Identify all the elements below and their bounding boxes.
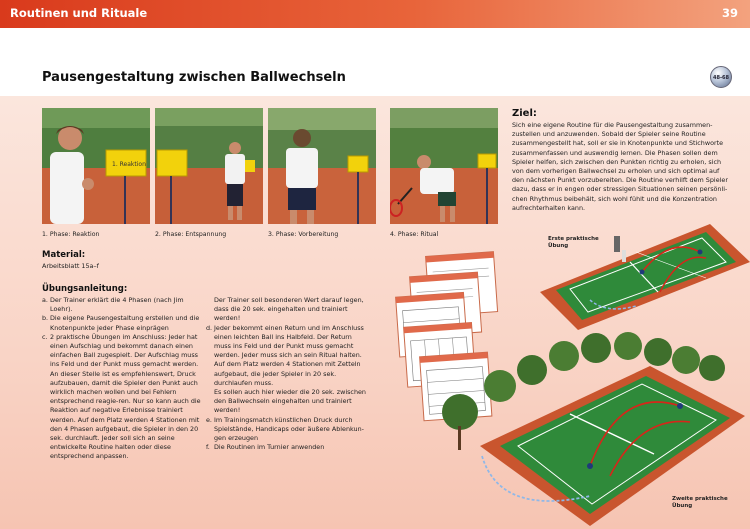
caption-2: 2. Phase: Entspannung: [155, 231, 227, 238]
material-text: Arbeitsblatt 15a–f: [42, 262, 99, 270]
first-court-label: Erste praktische Übung: [548, 236, 599, 249]
sign-text: 1. Reaktion: [112, 161, 146, 168]
caption-1: 1. Phase: Reaktion: [42, 231, 100, 238]
caption-3: 3. Phase: Vorbereitung: [268, 231, 339, 238]
exercise-column-2: [206, 296, 366, 452]
exercise-heading: Übungsanleitung:: [42, 284, 128, 294]
photo-vorbereitung: [268, 108, 376, 224]
photo-reaktion: [42, 108, 150, 224]
list-item: e. Im Trainingsmatch künstlichen Druck durch Spielstände, Handicaps oder äußere Ablenkun-gen erzeugen: [206, 415, 364, 443]
page-title: Pausengestaltung zwischen Ballwechseln: [42, 70, 346, 85]
caption-4: 4. Phase: Ritual: [390, 231, 439, 238]
list-item: f. Die Routinen im Turnier anwenden: [206, 443, 325, 452]
note-text: Es sollen auch hier wieder die 20 sek. zwischen den Ballwechseln eingehalten und trainiert werden!: [214, 388, 366, 415]
page-number: 39: [721, 6, 738, 20]
goal-heading: Ziel:: [512, 108, 537, 119]
second-court-label: Zweite praktische Übung: [672, 496, 728, 509]
photo-ritual: [390, 108, 498, 224]
badge-icon: 48-68: [710, 66, 732, 88]
first-court-illustration: [530, 222, 750, 336]
list-item: c. 2 praktische Übungen im Anschluss: Jeder hat einen Aufschlag und bekommt danach einen einfachen Ball zugespielt. Der Aufschlag muss ins Feld und der Punkt muss gemacht werden. An dieser Stelle ist es empfehlenswert, Druck aufzubauen, damit die Spieler den Punkt auch wirklich machen wollen und bei Fehlern entsprechend reagie-ren. Nur so kann auch die Reaktion auf negative Erlebnisse trainiert werden. Auf dem Platz werden 4 Stationen mit den 4 Phasen aufgebaut, die Spieler in den 20 sek. durchlauft. Jeder soll sich an seine entwickelte Routine halten oder diese entsprechend anpassen.: [42, 332, 201, 461]
title-band: [0, 28, 750, 96]
list-item: a. Der Trainer erklärt die 4 Phasen (nach Jim Loehr).: [42, 296, 184, 314]
photo-entspannung: [155, 108, 263, 224]
section-label: Routinen und Rituale: [10, 6, 148, 20]
exercise-column-1: [42, 296, 202, 462]
list-item: d. Jeder bekommt einen Return und im Anschluss einen leichten Ball ins Halbfeld. Der Return muss ins Feld und der Punkt muss gemacht werden. Jeder muss sich an sein Ritual halten. Auf dem Platz werden 4 Stationen mit Zetteln aufgebaut, die jeder Spieler in 20 sek. durchlaufen muss.: [206, 323, 364, 387]
list-item: b. Die eigene Pausengestaltung erstellen und die Knotenpunkte jeder Phase einprägen: [42, 314, 200, 332]
goal-text: Sich eine eigene Routine für die Pausengestaltung zusammen-zustellen und anzuwenden. Sobald der Spieler seine Routine zusammengestellt hat, soll er sie in Knotenpunkte und Stichworte zusammenfassen und auswendig lernen. Die Phasen sollen dem Spieler helfen, sich zwischen den Punkten richtig zu erholen, sich von dem vorherigen Ballwechsel zu erholen und sich optimal auf den nächsten Punkt vorzubereiten. Die Routine verhilft dem Spieler dazu, dass er in engen oder stressigen Situationen seinen persönli-chen Rhythmus beibehält, sich wohl fühlt und die Konzentration aufrechterhalten kann.: [512, 121, 728, 212]
material-heading: Material:: [42, 250, 86, 260]
note-text: Der Trainer soll besonderen Wert darauf legen, dass die 20 sek. eingehalten und trainiert werden!: [214, 296, 364, 323]
